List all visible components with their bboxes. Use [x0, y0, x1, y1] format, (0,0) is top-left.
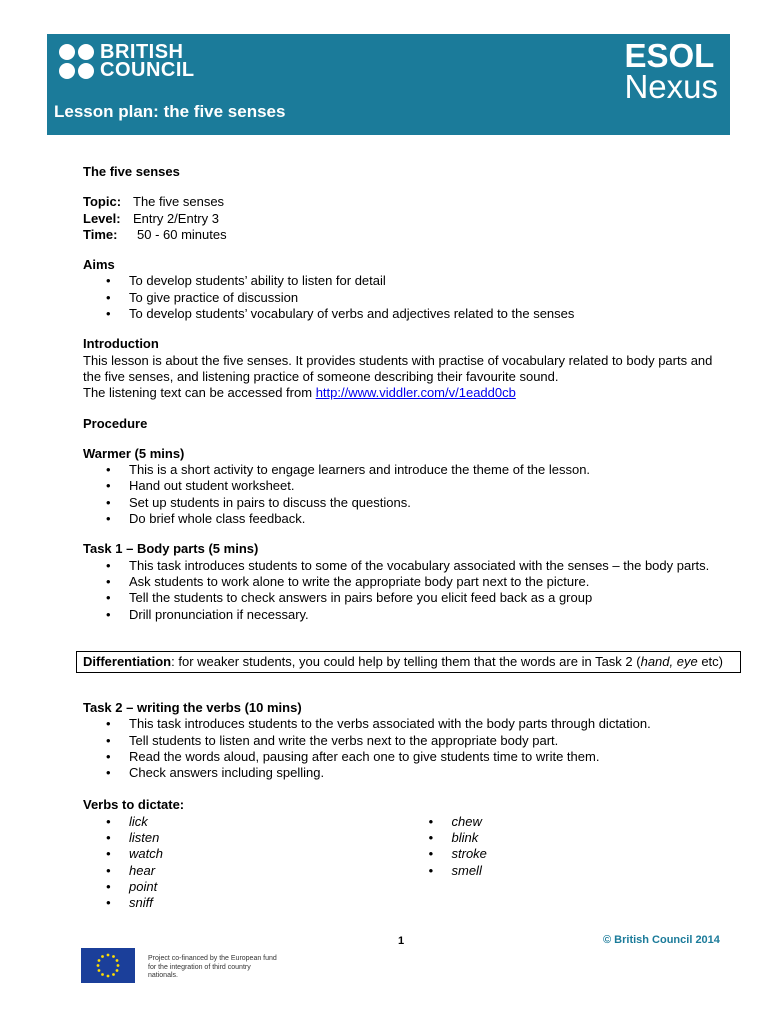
- viddler-link[interactable]: http://www.viddler.com/v/1eadd0cb: [315, 385, 516, 401]
- list-item: • To develop students’ vocabulary of verbs and adjectives related to the senses: [83, 306, 728, 322]
- intro-link-line: The listening text can be accessed from http://www.viddler.com/v/1eadd0cb: [83, 385, 516, 401]
- list-item: • hear: [83, 863, 406, 879]
- verbs-columns: [83, 814, 728, 912]
- level-row: Level: Entry 2/Entry 3: [83, 210, 219, 226]
- list-item: • watch: [83, 846, 406, 862]
- list-item: • lick: [83, 814, 406, 830]
- list-item: • Read the words aloud, pausing after each one to give students time to write them.: [83, 749, 728, 765]
- list-item: • This task introduces students to some of the vocabulary associated with the senses – the body parts.: [83, 558, 728, 574]
- list-item: • Do brief whole class feedback.: [83, 511, 728, 527]
- list-item: • Hand out student worksheet.: [83, 478, 728, 494]
- task1-heading: Task 1 – Body parts (5 mins): [83, 541, 259, 557]
- list-item: • listen: [83, 830, 406, 846]
- task2-list: [83, 716, 728, 781]
- verbs-list-left: [83, 814, 406, 912]
- time-row: Time: 50 - 60 minutes: [83, 226, 227, 242]
- intro-text: This lesson is about the five senses. It provides students with practise of vocabulary related to body parts and the five senses, and listening practice of someone describing their favourite sound.: [83, 352, 713, 384]
- list-item: • Tell students to listen and write the verbs next to the appropriate body part.: [83, 733, 728, 749]
- list-item: • This task introduces students to the verbs associated with the body parts through dictation.: [83, 716, 728, 732]
- eu-funding-note: Project co-financed by the European fund for the integration of third country nationals.: [148, 955, 277, 979]
- page-title: Lesson plan: the five senses: [54, 102, 286, 121]
- list-item: • Tell the students to check answers in pairs before you elicit feed back as a group: [83, 590, 728, 606]
- warmer-list: [83, 462, 728, 527]
- list-item: • To develop students’ ability to listen for detail: [83, 273, 728, 289]
- task1-list: [83, 558, 728, 623]
- list-item: • sniff: [83, 895, 406, 911]
- procedure-heading: Procedure: [83, 415, 148, 431]
- list-item: • Drill pronunciation if necessary.: [83, 607, 728, 623]
- british-council-wordmark: BRITISH COUNCIL: [100, 41, 195, 81]
- list-item: • Set up students in pairs to discuss the questions.: [83, 495, 728, 511]
- topic-row: Topic: The five senses: [83, 194, 225, 210]
- eu-flag-icon: [81, 948, 135, 983]
- aims-heading: Aims: [83, 257, 115, 273]
- differentiation-label: Differentiation: [83, 654, 172, 669]
- aims-list: [83, 273, 728, 322]
- list-item: • stroke: [406, 846, 729, 862]
- list-item: • Ask students to work alone to write the appropriate body part next to the picture.: [83, 574, 728, 590]
- list-item: • To give practice of discussion: [83, 290, 728, 306]
- doc-heading: The five senses: [83, 164, 180, 179]
- header-banner: [47, 34, 730, 135]
- list-item: • chew: [406, 814, 729, 830]
- list-item: • blink: [406, 830, 729, 846]
- british-council-logo: [59, 43, 195, 79]
- differentiation-box: Differentiation: for weaker students, you could help by telling them that the words are in Task 2 (hand, eye etc): [76, 651, 741, 673]
- esol-nexus-logo: ESOL Nexus: [624, 37, 718, 105]
- verbs-heading: Verbs to dictate:: [83, 797, 185, 813]
- list-item: • point: [83, 879, 406, 895]
- intro-heading: Introduction: [83, 336, 159, 352]
- list-item: • This is a short activity to engage learners and introduce the theme of the lesson.: [83, 462, 728, 478]
- list-item: • smell: [406, 863, 729, 879]
- list-item: • Check answers including spelling.: [83, 765, 728, 781]
- task2-heading: Task 2 – writing the verbs (10 mins): [83, 700, 302, 715]
- document-body-task2: [83, 700, 728, 912]
- copyright: © British Council 2014: [603, 934, 720, 946]
- verbs-list-right: [406, 814, 729, 912]
- warmer-heading: Warmer (5 mins): [83, 445, 185, 461]
- british-council-dots-icon: [59, 44, 94, 79]
- document-body: [83, 164, 728, 623]
- page-number: 1: [398, 935, 405, 947]
